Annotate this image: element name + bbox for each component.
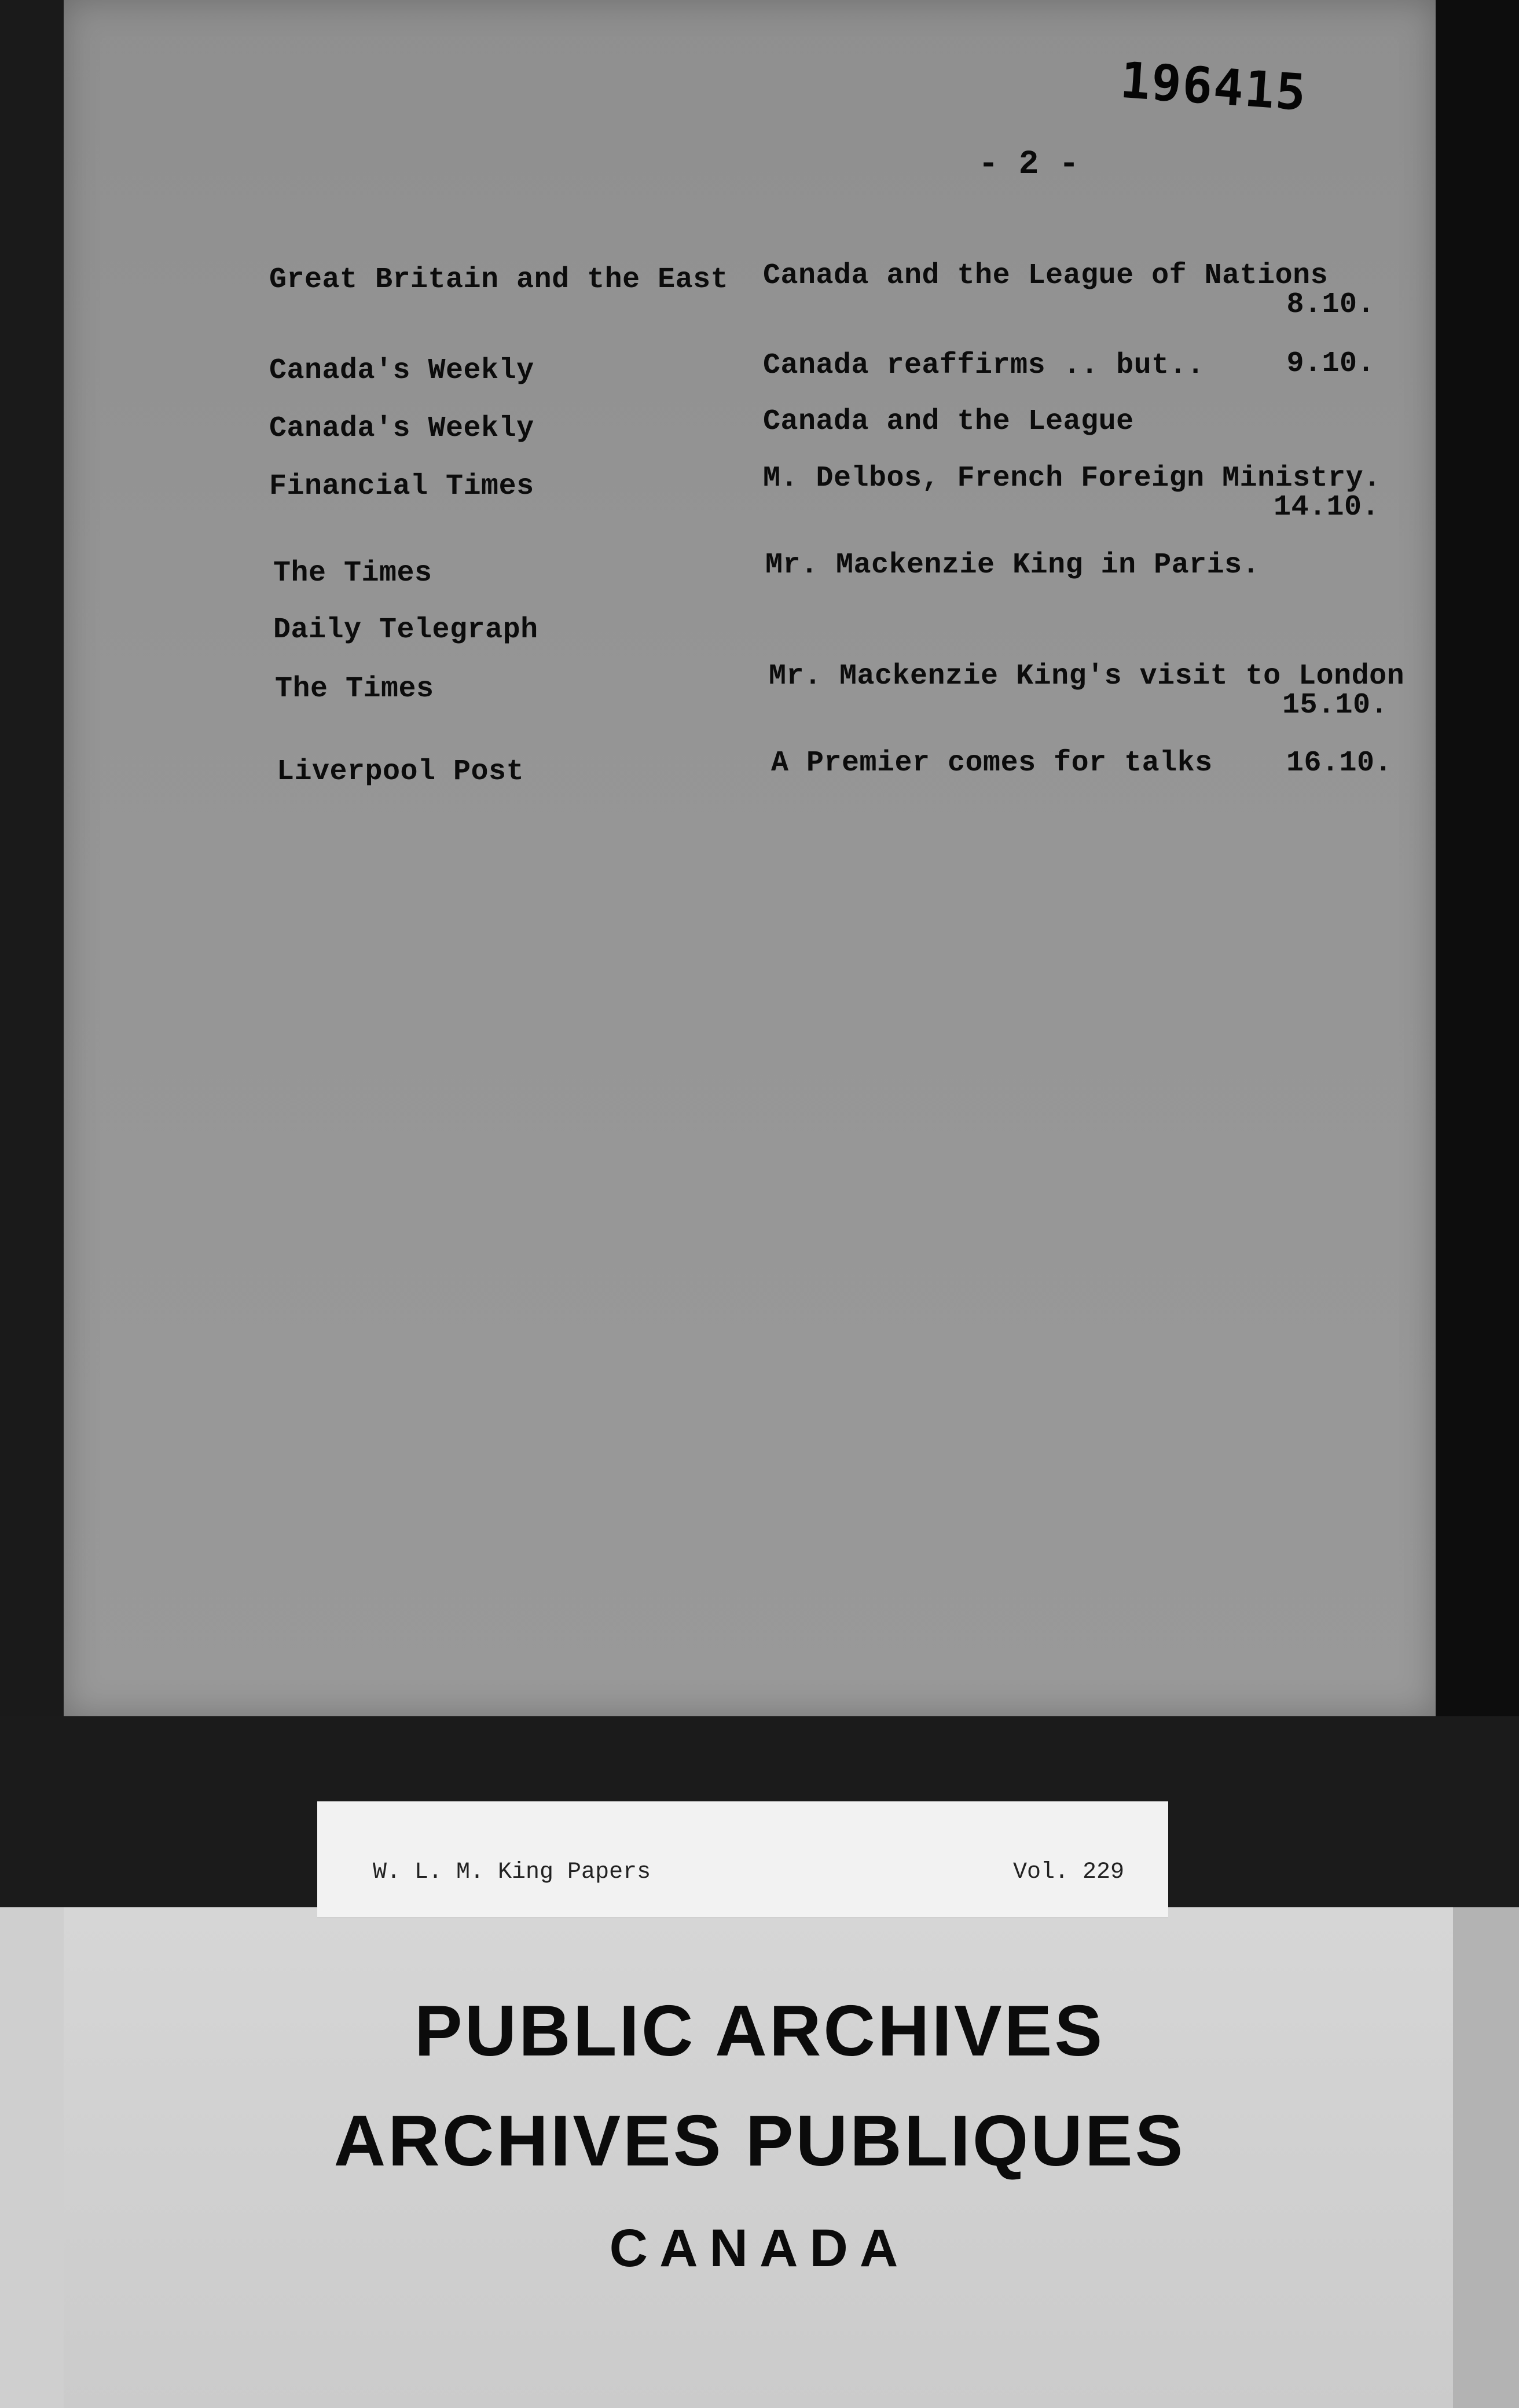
entry-title: A Premier comes for talks <box>771 747 1213 780</box>
stamp-number: 196415 <box>1118 51 1309 123</box>
entry-title: M. Delbos, French Foreign Ministry. <box>763 462 1381 495</box>
page-edge-shadow <box>1436 0 1519 1742</box>
entry-source: Liverpool Post <box>277 755 524 788</box>
entry-source: Great Britain and the East <box>269 263 729 296</box>
collection-label <box>317 1801 1168 1918</box>
entry-source: The Times <box>273 557 432 590</box>
entry-date: 14.10. <box>1274 491 1380 524</box>
entry-title: Canada and the League <box>763 405 1134 438</box>
archive-country: CANADA <box>609 2219 910 2278</box>
entry-source: Canada's Weekly <box>269 354 534 387</box>
entry-date: 16.10. <box>1286 747 1393 780</box>
collection-name: W. L. M. King Papers <box>373 1859 651 1885</box>
archive-title-french: ARCHIVES PUBLIQUES <box>333 2101 1186 2181</box>
entry-title: Canada reaffirms .. but.. <box>763 349 1205 382</box>
archive-title-english: PUBLIC ARCHIVES <box>414 1991 1105 2071</box>
entry-title: Mr. Mackenzie King's visit to London <box>769 660 1405 693</box>
entry-date: 15.10. <box>1282 689 1389 722</box>
entry-title: Mr. Mackenzie King in Paris. <box>765 549 1260 582</box>
typed-page <box>64 0 1436 1716</box>
entry-date: 8.10. <box>1286 288 1375 321</box>
entry-source: Financial Times <box>269 470 534 503</box>
entry-date: 9.10. <box>1286 347 1375 380</box>
page-number: - 2 - <box>978 146 1080 183</box>
entry-source: The Times <box>275 673 434 706</box>
entry-source: Canada's Weekly <box>269 412 534 445</box>
entry-title: Canada and the League of Nations <box>763 259 1329 292</box>
entry-source: Daily Telegraph <box>273 614 538 647</box>
volume-number: Vol. 229 <box>1013 1859 1125 1885</box>
